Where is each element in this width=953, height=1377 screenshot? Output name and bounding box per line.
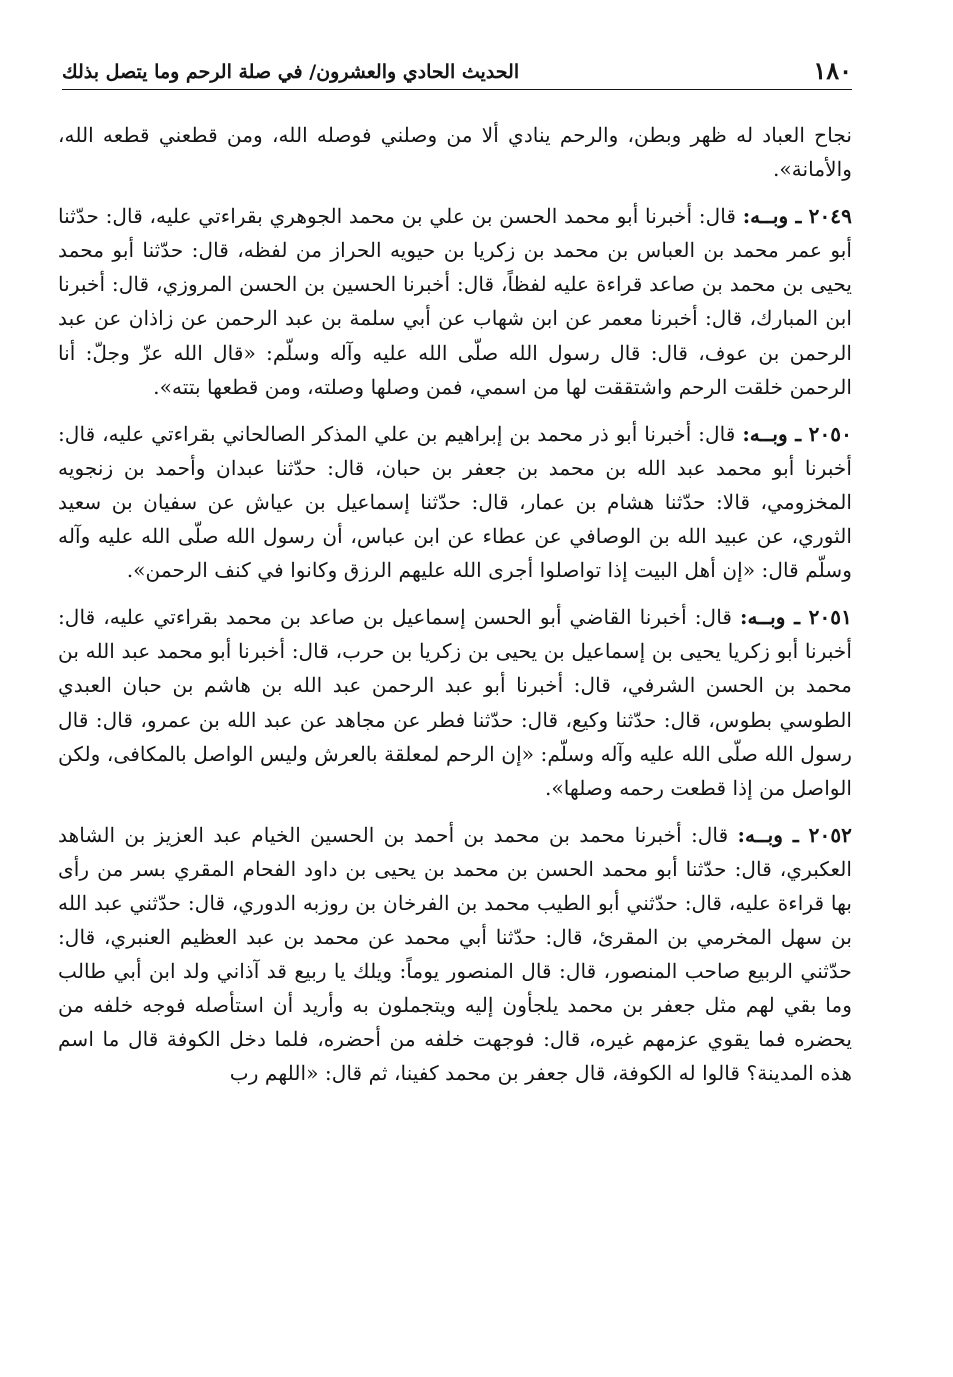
hadith-2050 — [58, 417, 852, 587]
hadith-number: ٢٠٥١ ـ وبــه: — [740, 605, 852, 630]
paragraph-text: نجاح العباد له ظهر وبطن، والرحم ينادي ألا من وصلني فوصله الله، ومن قطعني قطعه الله، والأمانة». — [58, 123, 852, 182]
hadith-2052 — [58, 818, 852, 1091]
page-number: ١٨٠ — [813, 56, 852, 85]
hadith-2049 — [58, 199, 852, 404]
running-title: الحديث الحادي والعشرون/ في صلة الرحم وما يتصل بذلك — [62, 61, 520, 83]
text-body — [58, 118, 852, 1091]
hadith-number: ٢٠٤٩ ـ وبــه: — [742, 204, 852, 229]
paragraph-text: قال: أخبرنا محمد بن محمد بن أحمد بن الحسين الخيام عبد العزيز بن الشاهد العكبري، قال: حدّثنا أبو محمد الحسن بن محمد بن يحيى بن داود الفحام المقري بسر من رأى بها قراءة عليه، قال: حدّثني أبو الطيب محمد بن الفرخان بن روزبه الدوري، قال: حدّثني عبد الله بن سهل المخرمي بن المقرئ، قال: حدّثنا أبي محمد عن محمد بن عبد العظيم العنبري، قال: حدّثني الربيع صاحب المنصور، قال: قال المنصور يوماً: ويلك يا ربيع قد آذاني ولد ابن أبي طالب وما بقي لهم مثل جعفر بن محمد يلجأون إليه ويتجملون به وأريد أن استأصله فوجه خلفه من يحضره فما يقوي عزمهم غيره، قال: فوجهت خلفه من أحضره، فلما دخل الكوفة قال ما اسم هذه المدينة؟ قالوا له الكوفة، قال جعفر بن محمد كفينا، ثم قال: «اللهم رب — [58, 822, 852, 1086]
paragraph-text: قال: أخبرنا أبو محمد الحسن بن علي بن محمد الجوهري بقراءتي عليه، قال: حدّثنا أبو عمر محمد بن العباس بن محمد بن زكريا بن حيويه الحراز من لفظه، قال: حدّثنا أبو محمد يحيى بن محمد بن صاعد قراءة عليه لفظاً، قال: أخبرنا الحسين بن الحسن المروزي، قال: أخبرنا ابن المبارك، قال: أخبرنا معمر عن ابن شهاب عن أبي سلمة بن عبد الرحمن عن زاذان عن عبد الرحمن بن عوف، قال: قال رسول الله صلّى الله عليه وآله وسلّم: «قال الله عزّ وجلّ: أنا الرحمن خلقت الرحم واشتققت لها من اسمي، فمن وصلها وصلته، ومن قطعها بتته». — [58, 204, 852, 399]
paragraph-continuation — [58, 118, 852, 186]
paragraph-text: قال: أخبرنا القاضي أبو الحسن إسماعيل بن صاعد بن محمد بقراءتي عليه، قال: أخبرنا أبو زكريا يحيى بن إسماعيل بن يحيى بن زكريا بن حرب، قال: أخبرنا أبو محمد عبد الله بن محمد بن الحسن الشرفي، قال: أخبرنا أبو عبد الرحمن عبد الله بن هاشم بن حبان العبدي الطوسي بطوس، قال: حدّثنا وكيع، قال: حدّثنا فطر عن مجاهد عن عبد الله بن عمرو، قال: قال رسول الله صلّى الله عليه وآله وسلّم: «إن الرحم لمعلقة بالعرش وليس الواصل بالمكافى، ولكن الواصل من إذا قطعت رحمه وصلها». — [58, 605, 852, 800]
hadith-number: ٢٠٥٠ ـ وبــه: — [742, 421, 852, 446]
header-rule — [62, 89, 852, 90]
paragraph-text: قال: أخبرنا أبو ذر محمد بن إبراهيم بن علي المذكر الصالحاني بقراءتي عليه، قال: أخبرنا أبو محمد عبد الله بن محمد بن جعفر بن حبان، قال: حدّثنا عبدان وأحمد بن زنجويه المخزومي، قالا: حدّثنا هشام بن عمار، قال: حدّثنا إسماعيل بن عياش عن سفيان بن سعيد الثوري، عن عبيد الله بن الوصافي عن عطاء عن ابن عباس، أن رسول الله صلّى الله عليه وآله وسلّم قال: «إن أهل البيت إذا تواصلوا أجرى الله عليهم الرزق وكانوا في كنف الرحمن». — [58, 421, 852, 583]
hadith-number: ٢٠٥٢ ـ وبــه: — [737, 822, 853, 847]
hadith-2051 — [58, 600, 852, 805]
running-head — [62, 52, 852, 92]
